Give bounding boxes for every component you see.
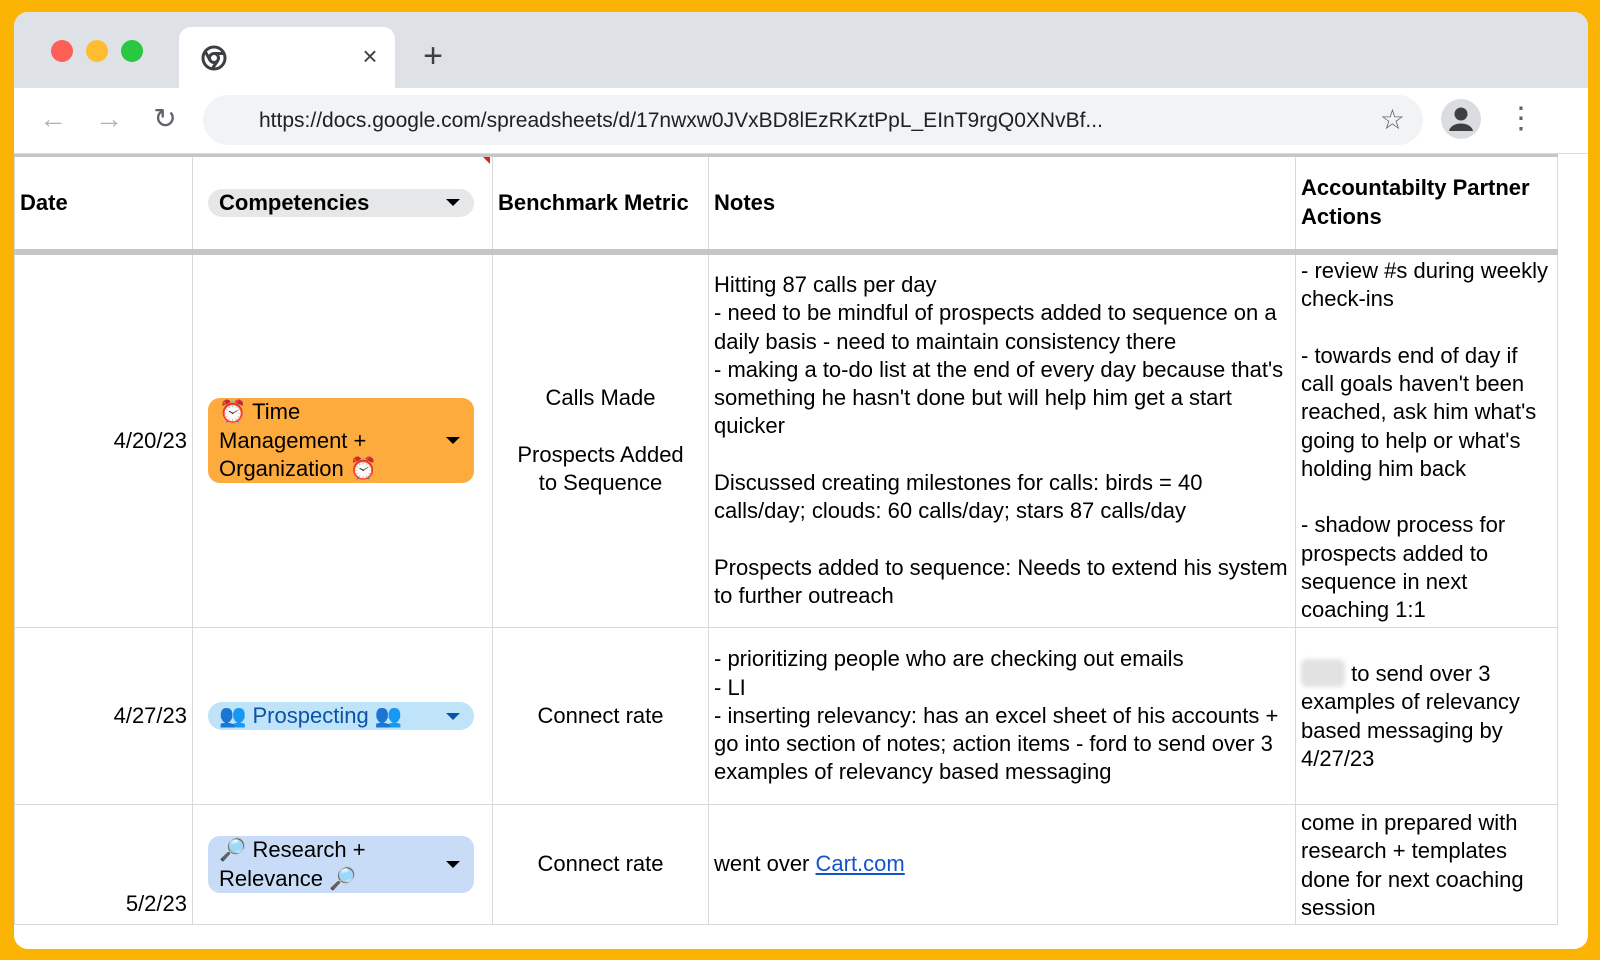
competency-chip[interactable]: [208, 702, 474, 730]
benchmark-cell[interactable]: Connect rate: [493, 805, 709, 925]
chrome-icon: [201, 45, 227, 71]
profile-avatar[interactable]: [1441, 99, 1481, 139]
header-date[interactable]: Date: [15, 156, 193, 252]
coaching-table: [14, 154, 1558, 925]
date-cell[interactable]: 4/20/23: [15, 252, 193, 628]
menu-dots-icon[interactable]: ⋮: [1506, 102, 1536, 135]
table-row: [15, 252, 1558, 628]
redacted-name: [1301, 659, 1345, 687]
partner-actions-cell[interactable]: - review #s during weekly check-ins - towards end of day if call goals haven't been reached, ask him what's going to help or what's holding him back - shadow process for prospects added to sequence in next coaching 1:1: [1296, 252, 1558, 628]
dropdown-caret-icon[interactable]: [446, 713, 460, 720]
partner-actions-cell[interactable]: come in prepared with research + templates done for next coaching session: [1296, 805, 1558, 925]
address-bar[interactable]: [203, 95, 1423, 145]
competency-chip[interactable]: [208, 398, 474, 483]
partner-actions-text: to send over 3 examples of relevancy based messaging by 4/27/23: [1301, 660, 1520, 771]
reload-icon[interactable]: ↻: [153, 103, 177, 134]
competency-cell[interactable]: [193, 628, 493, 805]
benchmark-cell[interactable]: Calls Made Prospects Added to Sequence: [493, 252, 709, 628]
spreadsheet-grid: [14, 154, 1588, 949]
minimize-window-button[interactable]: [86, 40, 108, 62]
back-arrow-icon[interactable]: ←: [39, 103, 67, 134]
notes-cell[interactable]: Hitting 87 calls per day - need to be mindful of prospects added to sequence on a daily basis - need to maintain consistency there - making a to-do list at the end of every day because that's something he hasn't done but will help him get a start quicker Discussed creating milestones for calls: birds = 40 calls/day; clouds: 60 calls/day; stars 87 calls/day Prospects added to sequence: Needs to extend his system to further outreach: [709, 252, 1296, 628]
benchmark-cell[interactable]: Connect rate: [493, 628, 709, 805]
person-icon: [1441, 99, 1481, 139]
header-benchmark[interactable]: Benchmark Metric: [493, 156, 709, 252]
header-partner-actions[interactable]: Accountabilty Partner Actions: [1296, 156, 1558, 252]
url-text: https://docs.google.com/spreadsheets/d/17nwxw0JVxBD8lEzRKztPpL_EInT9rgQ0XNvBf...: [259, 109, 1103, 132]
browser-tab[interactable]: [179, 27, 395, 89]
competency-cell[interactable]: [193, 805, 493, 925]
close-window-button[interactable]: [51, 40, 73, 62]
cart-link[interactable]: Cart.com: [815, 851, 905, 877]
table-row: [15, 805, 1558, 925]
notes-cell[interactable]: - prioritizing people who are checking out emails - LI - inserting relevancy: has an excel sheet of his accounts + go into section of notes; action items - ford to send over 3 examples of relevancy based messaging: [709, 628, 1296, 805]
competencies-filter-chip[interactable]: [208, 189, 474, 217]
table-row: [15, 628, 1558, 805]
dropdown-caret-icon[interactable]: [446, 437, 460, 444]
new-tab-button[interactable]: +: [423, 37, 443, 75]
close-tab-icon[interactable]: ×: [362, 41, 378, 71]
bookmark-star-icon[interactable]: ☆: [1379, 104, 1405, 135]
partner-actions-cell[interactable]: [1296, 628, 1558, 805]
maximize-window-button[interactable]: [121, 40, 143, 62]
forward-arrow-icon[interactable]: →: [95, 103, 123, 134]
competency-label: ⏰ Time Management + Organization ⏰: [219, 399, 378, 481]
browser-toolbar: [14, 88, 1588, 154]
competency-cell[interactable]: [193, 252, 493, 628]
competencies-label: Competencies: [219, 189, 370, 215]
competency-label: 🔎 Research + Relevance 🔎: [219, 837, 366, 891]
date-cell[interactable]: 5/2/23: [15, 805, 193, 925]
dropdown-caret-icon[interactable]: [446, 861, 460, 868]
competency-label: 👥 Prospecting 👥: [219, 702, 403, 728]
header-row: [15, 156, 1558, 252]
date-cell[interactable]: 4/27/23: [15, 628, 193, 805]
competency-chip[interactable]: [208, 836, 474, 893]
notes-text: went over: [714, 851, 816, 877]
header-competencies-cell[interactable]: [193, 156, 493, 252]
header-notes[interactable]: Notes: [709, 156, 1296, 252]
tab-strip: [14, 12, 1588, 88]
browser-window: [14, 12, 1588, 949]
notes-cell[interactable]: [709, 805, 1296, 925]
dropdown-caret-icon[interactable]: [446, 199, 460, 206]
